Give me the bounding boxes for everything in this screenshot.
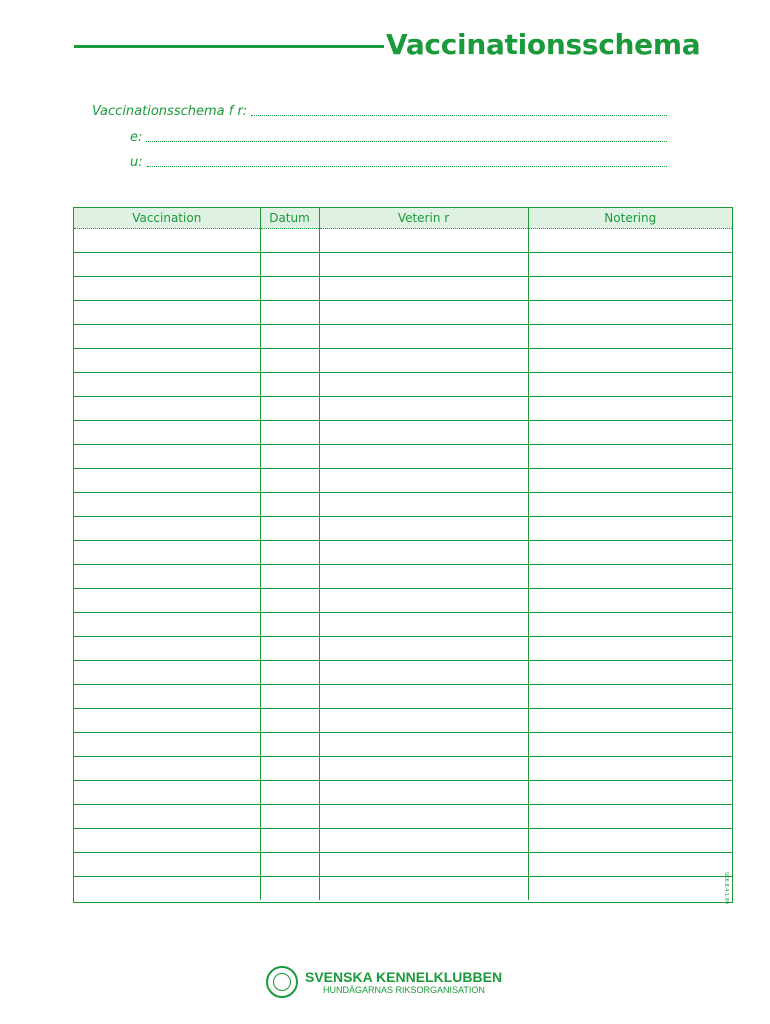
cell-datum[interactable] [260,301,319,325]
cell-veterinar[interactable] [319,397,528,421]
form-code: SKK 8.4.1.99 [723,872,729,904]
table-row [74,613,732,637]
column-header-notering: Notering [528,208,732,229]
cell-vaccination[interactable] [74,637,260,661]
table-row [74,373,732,397]
cell-datum[interactable] [260,709,319,733]
cell-notering[interactable] [528,685,732,709]
cell-vaccination[interactable] [74,445,260,469]
cell-notering[interactable] [528,325,732,349]
cell-datum[interactable] [260,421,319,445]
table-row [74,325,732,349]
cell-notering[interactable] [528,301,732,325]
cell-vaccination[interactable] [74,397,260,421]
cell-notering[interactable] [528,661,732,685]
table-row [74,565,732,589]
cell-notering[interactable] [528,445,732,469]
cell-notering[interactable] [528,733,732,757]
table-row [74,397,732,421]
cell-vaccination[interactable] [74,565,260,589]
table-row [74,541,732,565]
cell-notering[interactable] [528,877,732,901]
cell-veterinar[interactable] [319,829,528,853]
table-row [74,685,732,709]
cell-veterinar[interactable] [319,445,528,469]
cell-datum[interactable] [260,805,319,829]
cell-notering[interactable] [528,421,732,445]
column-header-vaccination: Vaccination [74,208,260,229]
cell-notering[interactable] [528,349,732,373]
cell-notering[interactable] [528,805,732,829]
cell-veterinar[interactable] [319,493,528,517]
cell-datum[interactable] [260,469,319,493]
cell-vaccination[interactable] [74,829,260,853]
cell-vaccination[interactable] [74,589,260,613]
table-row [74,757,732,781]
cell-veterinar[interactable] [319,853,528,877]
cell-notering[interactable] [528,709,732,733]
cell-veterinar[interactable] [319,733,528,757]
table-row [74,469,732,493]
cell-datum[interactable] [260,661,319,685]
cell-datum[interactable] [260,733,319,757]
cell-vaccination[interactable] [74,757,260,781]
page-title: Vaccinationsschema [386,28,701,61]
table-row [74,229,732,253]
cell-datum[interactable] [260,829,319,853]
cell-datum[interactable] [260,541,319,565]
table-row [74,253,732,277]
cell-veterinar[interactable] [319,349,528,373]
table-row [74,421,732,445]
table-row [74,517,732,541]
e-field-label: e: [130,130,143,145]
cell-veterinar[interactable] [319,757,528,781]
cell-vaccination[interactable] [74,805,260,829]
cell-notering[interactable] [528,757,732,781]
cell-vaccination[interactable] [74,373,260,397]
cell-notering[interactable] [528,589,732,613]
cell-veterinar[interactable] [319,253,528,277]
cell-datum[interactable] [260,445,319,469]
owner-field-label: Vaccinationsschema f r: [92,104,248,119]
cell-veterinar[interactable] [319,277,528,301]
cell-veterinar[interactable] [319,541,528,565]
e-field-line [146,140,667,142]
cell-vaccination[interactable] [74,229,260,253]
cell-notering[interactable] [528,397,732,421]
cell-vaccination[interactable] [74,517,260,541]
cell-datum[interactable] [260,517,319,541]
footer-logo [266,966,502,998]
table-row [74,445,732,469]
cell-notering[interactable] [528,469,732,493]
cell-notering[interactable] [528,493,732,517]
cell-veterinar[interactable] [319,325,528,349]
table-row [74,709,732,733]
cell-veterinar[interactable] [319,229,528,253]
table-header-row [74,208,732,229]
cell-vaccination[interactable] [74,253,260,277]
cell-vaccination[interactable] [74,781,260,805]
cell-veterinar[interactable] [319,781,528,805]
cell-datum[interactable] [260,373,319,397]
table-row [74,829,732,853]
cell-datum[interactable] [260,589,319,613]
cell-notering[interactable] [528,637,732,661]
table-row [74,853,732,877]
cell-veterinar[interactable] [319,685,528,709]
cell-vaccination[interactable] [74,853,260,877]
cell-notering[interactable] [528,373,732,397]
table-row [74,493,732,517]
cell-notering[interactable] [528,541,732,565]
cell-notering[interactable] [528,781,732,805]
column-header-datum: Datum [260,208,319,229]
cell-veterinar[interactable] [319,613,528,637]
cell-veterinar[interactable] [319,469,528,493]
cell-datum[interactable] [260,685,319,709]
table-row [74,637,732,661]
cell-vaccination[interactable] [74,277,260,301]
cell-veterinar[interactable] [319,877,528,901]
cell-datum[interactable] [260,637,319,661]
cell-veterinar[interactable] [319,301,528,325]
cell-vaccination[interactable] [74,349,260,373]
cell-veterinar[interactable] [319,565,528,589]
cell-datum[interactable] [260,493,319,517]
vaccination-table [73,207,733,903]
owner-field-line [251,114,667,116]
e-field[interactable] [130,130,667,145]
title-rule [74,45,384,48]
u-field-label: u: [130,155,143,170]
cell-datum[interactable] [260,229,319,253]
cell-veterinar[interactable] [319,661,528,685]
cell-notering[interactable] [528,853,732,877]
table-row [74,349,732,373]
u-field[interactable] [130,155,667,170]
cell-vaccination[interactable] [74,733,260,757]
cell-datum[interactable] [260,853,319,877]
cell-vaccination[interactable] [74,301,260,325]
cell-veterinar[interactable] [319,373,528,397]
cell-notering[interactable] [528,253,732,277]
table-row [74,805,732,829]
cell-notering[interactable] [528,229,732,253]
cell-vaccination[interactable] [74,469,260,493]
kennel-club-emblem-icon [266,966,298,998]
cell-notering[interactable] [528,565,732,589]
org-name: SVENSKA KENNELKLUBBEN [305,968,503,985]
cell-notering[interactable] [528,277,732,301]
cell-vaccination[interactable] [74,877,260,901]
cell-vaccination[interactable] [74,685,260,709]
cell-vaccination[interactable] [74,613,260,637]
cell-datum[interactable] [260,277,319,301]
cell-veterinar[interactable] [319,589,528,613]
table-row [74,661,732,685]
cell-vaccination[interactable] [74,493,260,517]
table-row [74,877,732,901]
table-row [74,733,732,757]
cell-datum[interactable] [260,253,319,277]
owner-field[interactable] [92,104,667,119]
table-row [74,589,732,613]
cell-vaccination[interactable] [74,541,260,565]
cell-veterinar[interactable] [319,637,528,661]
cell-vaccination[interactable] [74,325,260,349]
cell-datum[interactable] [260,565,319,589]
cell-datum[interactable] [260,349,319,373]
cell-veterinar[interactable] [319,805,528,829]
cell-veterinar[interactable] [319,421,528,445]
cell-datum[interactable] [260,613,319,637]
cell-veterinar[interactable] [319,517,528,541]
cell-notering[interactable] [528,517,732,541]
cell-datum[interactable] [260,781,319,805]
cell-notering[interactable] [528,613,732,637]
cell-veterinar[interactable] [319,709,528,733]
org-subtitle: HUNDÄGARNAS RIKSORGANISATION [323,984,485,995]
cell-datum[interactable] [260,325,319,349]
cell-vaccination[interactable] [74,709,260,733]
cell-datum[interactable] [260,757,319,781]
u-field-line [147,165,667,167]
table-row [74,301,732,325]
cell-notering[interactable] [528,829,732,853]
table-row [74,781,732,805]
column-header-veterinar: Veterin r [319,208,528,229]
cell-vaccination[interactable] [74,421,260,445]
cell-datum[interactable] [260,397,319,421]
table-row [74,277,732,301]
cell-datum[interactable] [260,877,319,901]
cell-vaccination[interactable] [74,661,260,685]
